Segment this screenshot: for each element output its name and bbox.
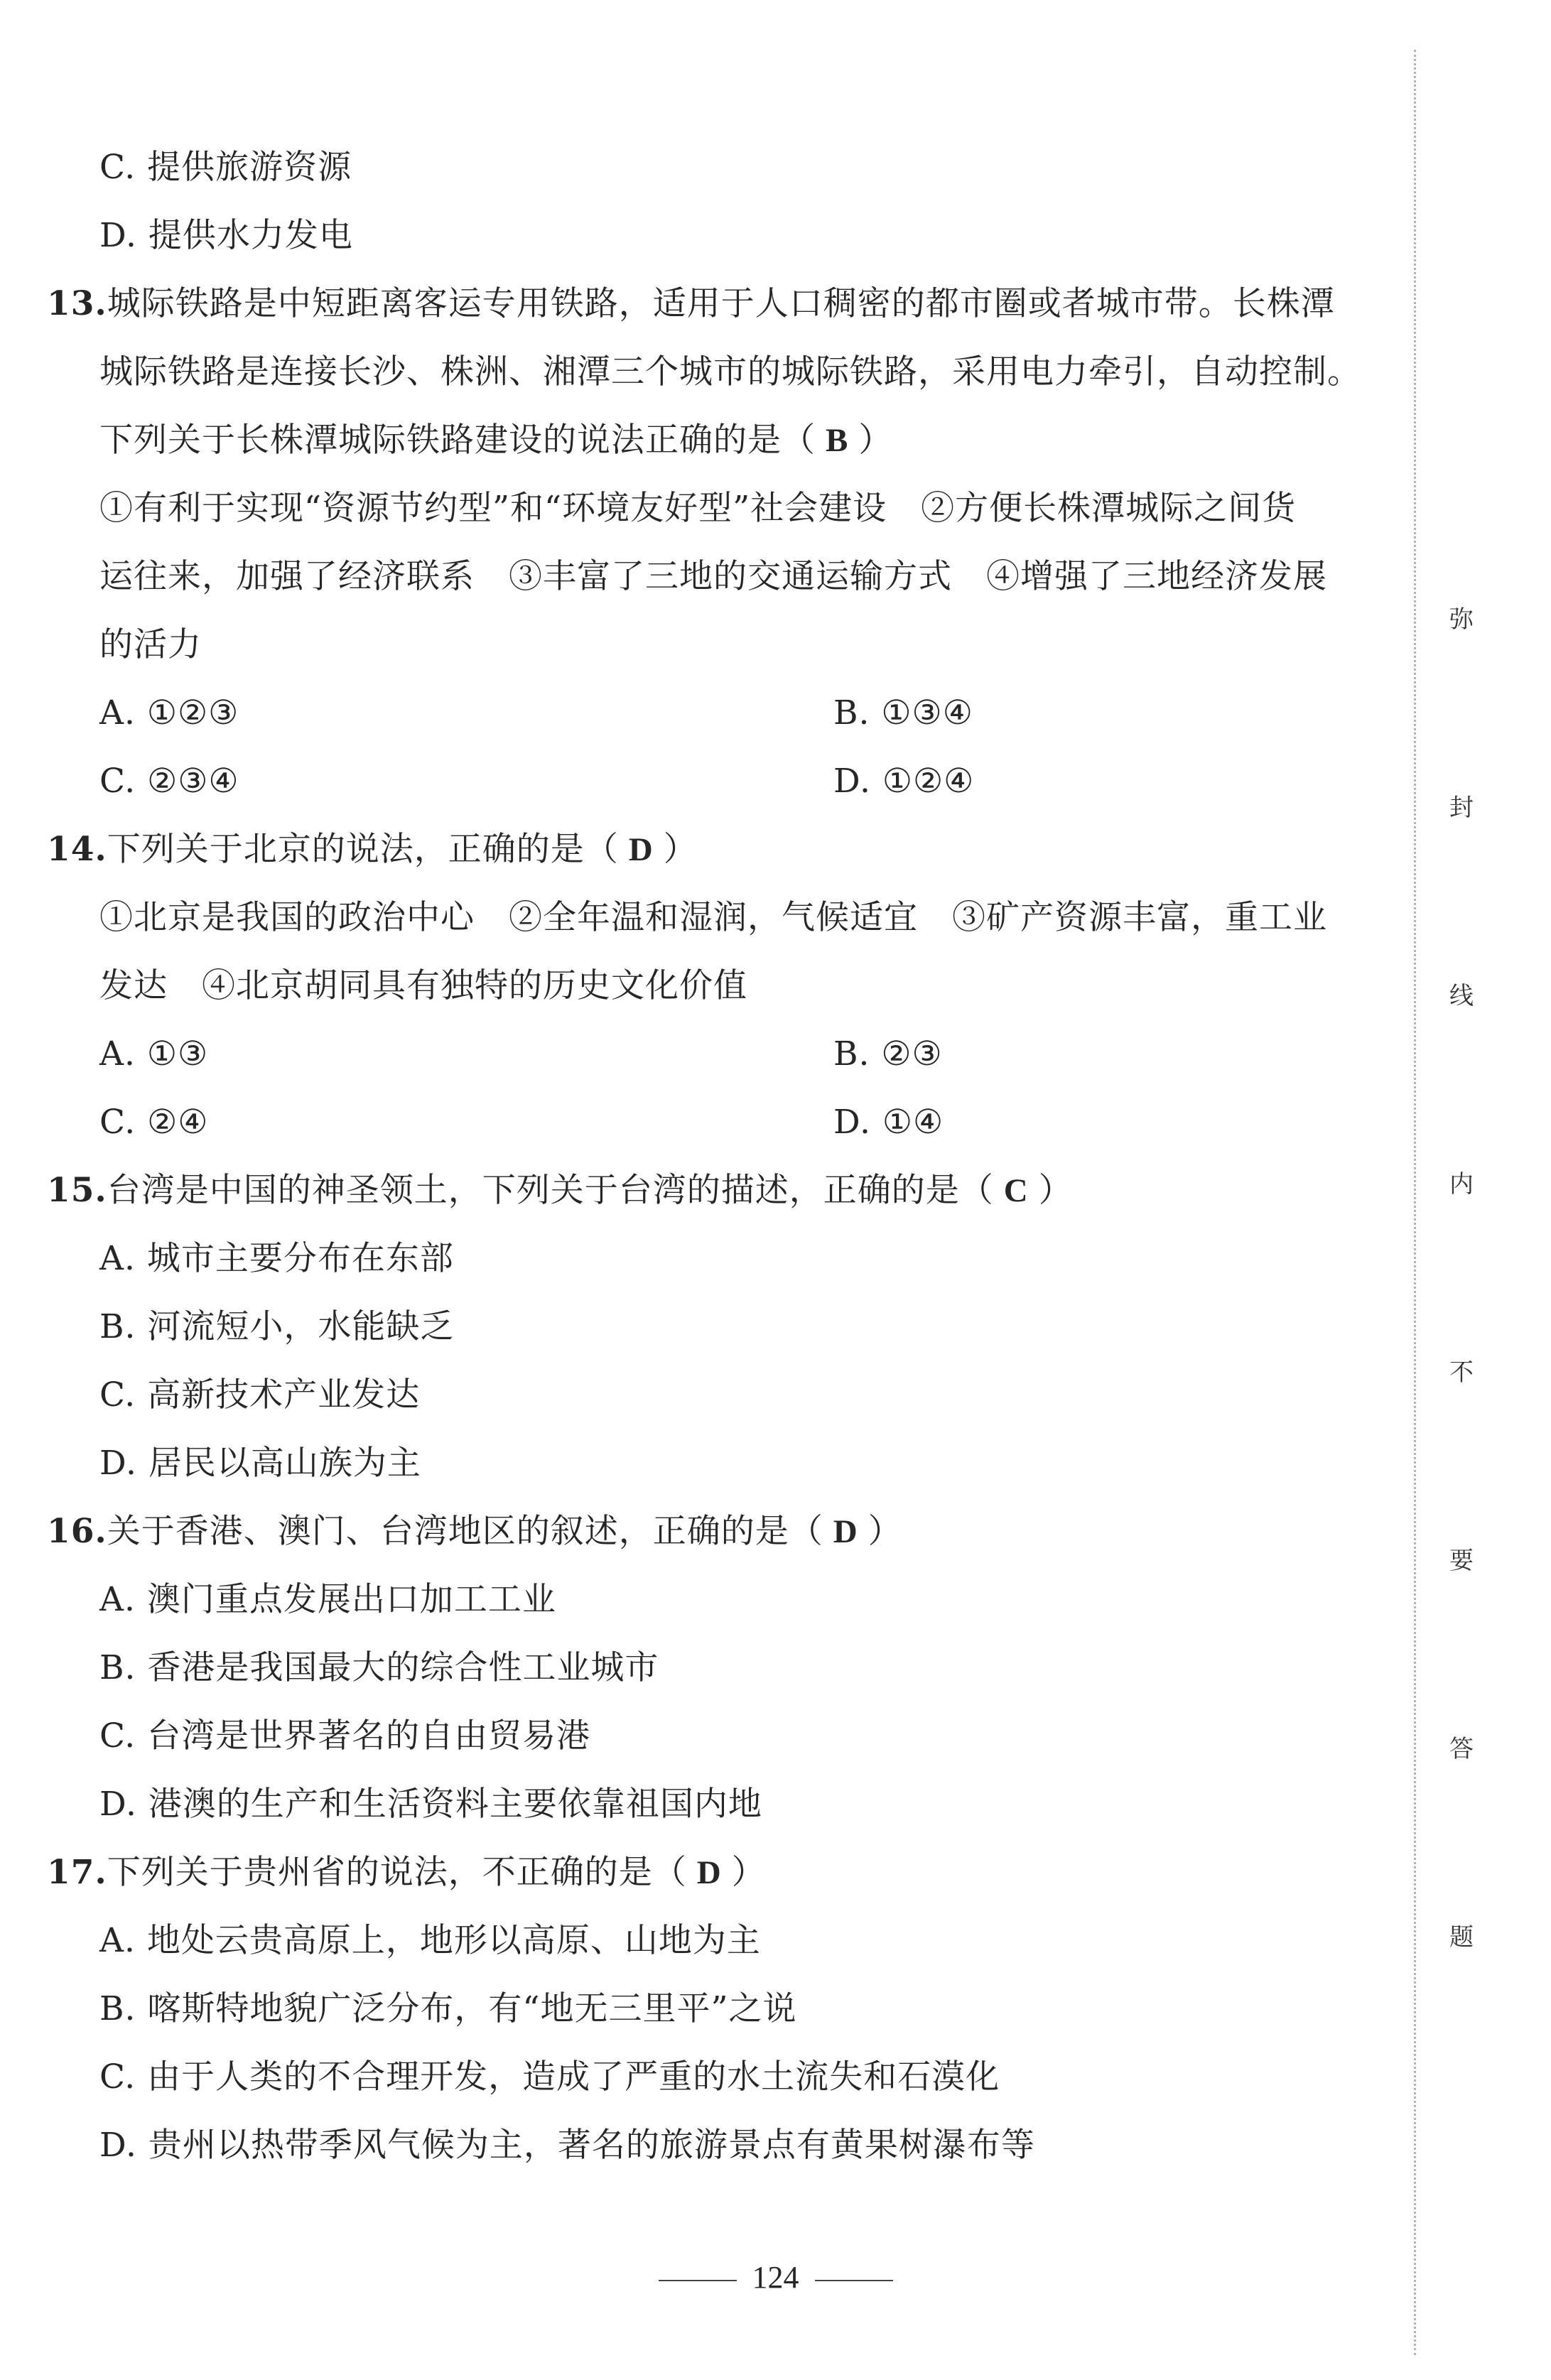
bracket-close: ） <box>731 1853 766 1892</box>
q13-option-c: C. ②③④ <box>99 762 239 801</box>
page-number: 124 <box>752 2260 799 2295</box>
seal-char: 线 <box>1449 982 1474 1010</box>
q16-option-d: D. 港澳的生产和生活资料主要依靠祖国内地 <box>99 1785 762 1824</box>
answer-mark: D <box>628 831 654 868</box>
question-text: 下列关于贵州省的说法，不正确的是（ <box>107 1853 687 1892</box>
q17-option-a: A. 地处云贵高原上，地形以高原、山地为主 <box>99 1921 761 1960</box>
seal-char: 要 <box>1449 1547 1474 1575</box>
question-text: 下列关于长株潭城际铁路建设的说法正确的是（ <box>99 421 816 460</box>
bracket-close: ） <box>858 421 893 460</box>
bracket-close: ） <box>1038 1171 1073 1210</box>
question-number: 14. <box>47 830 107 869</box>
question-text: 台湾是中国的神圣领土，下列关于台湾的描述，正确的是（ <box>107 1171 994 1210</box>
question-14-stem <box>47 828 698 871</box>
question-13-statement-3: 的活力 <box>99 625 202 664</box>
seal-char: 内 <box>1449 1170 1474 1199</box>
q14-option-c: C. ②④ <box>99 1103 209 1142</box>
question-13-line-2: 城际铁路是连接长沙、株洲、湘潭三个城市的城际铁路，采用电力牵引，自动控制。 <box>99 352 1361 391</box>
question-17-stem <box>47 1851 766 1894</box>
seal-char: 题 <box>1449 1923 1474 1952</box>
seal-char: 不 <box>1449 1358 1474 1387</box>
question-13-line-3 <box>99 419 892 462</box>
q15-option-c: C. 高新技术产业发达 <box>99 1375 421 1415</box>
answer-mark: D <box>833 1513 858 1550</box>
q15-option-b: B. 河流短小，水能缺乏 <box>99 1307 455 1346</box>
q12-option-c: C. 提供旅游资源 <box>99 148 352 187</box>
q14-option-b: B. ②③ <box>833 1034 943 1073</box>
q16-option-a: A. 澳门重点发展出口加工工业 <box>99 1580 556 1619</box>
question-number: 15. <box>47 1171 107 1210</box>
question-number: 16. <box>47 1512 107 1551</box>
q16-option-b: B. 香港是我国最大的综合性工业城市 <box>99 1648 659 1687</box>
question-number: 13. <box>47 284 107 323</box>
seal-char: 封 <box>1449 794 1474 822</box>
footer-rule-right <box>815 2280 893 2281</box>
q13-option-b: B. ①③④ <box>833 693 973 732</box>
q16-option-c: C. 台湾是世界著名的自由贸易港 <box>99 1716 591 1756</box>
q17-option-c: C. 由于人类的不合理开发，造成了严重的水土流失和石漠化 <box>99 2057 1000 2097</box>
page-footer <box>0 2259 1551 2295</box>
question-14-statement-1: ①北京是我国的政治中心 ②全年温和湿润，气候适宜 ③矿产资源丰富，重工业 <box>99 898 1327 937</box>
q13-option-a: A. ①②③ <box>99 693 239 732</box>
seal-margin-line <box>1414 50 1416 2355</box>
q12-option-d: D. 提供水力发电 <box>99 216 353 255</box>
answer-mark: B <box>826 422 849 459</box>
question-number: 17. <box>47 1853 107 1892</box>
question-text: 城际铁路是中短距离客运专用铁路，适用于人口稠密的都市圈或者城市带。长株潭 <box>107 284 1335 323</box>
question-13-statement-2: 运往来，加强了经济联系 ③丰富了三地的交通运输方式 ④增强了三地经济发展 <box>99 557 1327 596</box>
question-16-stem <box>47 1510 902 1553</box>
question-14-statement-2: 发达 ④北京胡同具有独特的历史文化价值 <box>99 966 747 1005</box>
question-13-line-1 <box>47 283 1335 325</box>
bracket-close: ） <box>868 1512 902 1551</box>
seal-char: 弥 <box>1449 605 1474 634</box>
answer-mark: C <box>1003 1172 1029 1209</box>
q17-option-d: D. 贵州以热带季风气候为主，著名的旅游景点有黄果树瀑布等 <box>99 2126 1035 2165</box>
seal-char: 答 <box>1449 1735 1474 1763</box>
q14-option-d: D. ①④ <box>833 1103 944 1142</box>
q13-option-d: D. ①②④ <box>833 762 975 801</box>
answer-mark: D <box>696 1854 722 1891</box>
question-text: 关于香港、澳门、台湾地区的叙述，正确的是（ <box>107 1512 823 1551</box>
q15-option-a: A. 城市主要分布在东部 <box>99 1239 454 1278</box>
question-text: 下列关于北京的说法，正确的是（ <box>107 830 619 869</box>
q14-option-a: A. ①③ <box>99 1034 209 1073</box>
question-15-stem <box>47 1169 1073 1212</box>
footer-rule-left <box>659 2280 737 2281</box>
question-13-statement-1: ①有利于实现“资源节约型”和“环境友好型”社会建设 ②方便长株潭城际之间货 <box>99 489 1297 528</box>
q15-option-d: D. 居民以高山族为主 <box>99 1444 421 1483</box>
bracket-close: ） <box>663 830 698 869</box>
q17-option-b: B. 喀斯特地貌广泛分布，有“地无三里平”之说 <box>99 1989 797 2028</box>
